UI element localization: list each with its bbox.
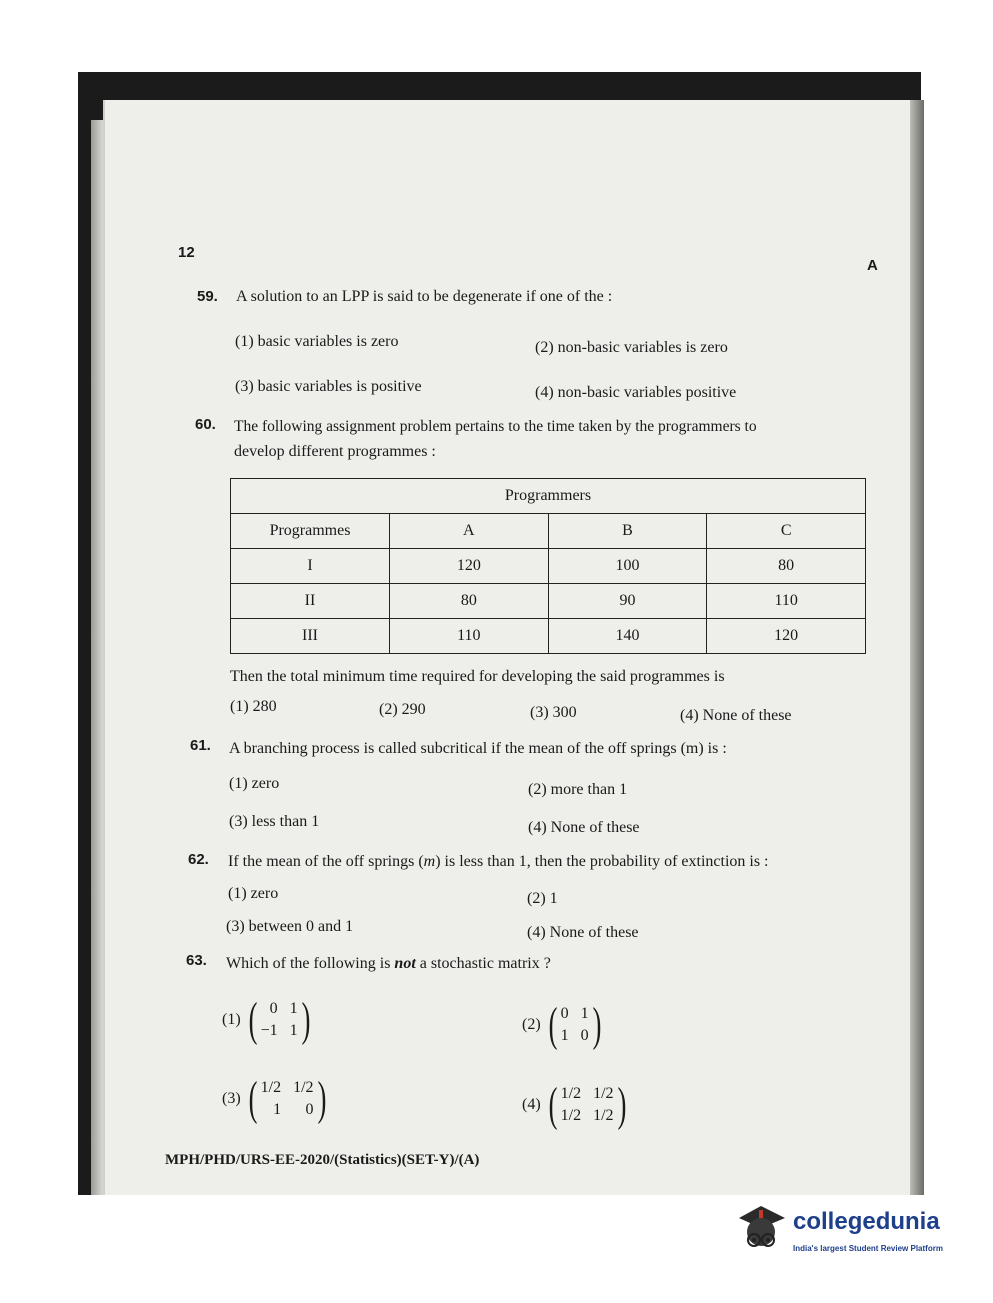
table-cell: 100: [548, 549, 707, 584]
q59-option-1: (1) basic variables is zero: [235, 333, 399, 350]
q61-number: 61.: [190, 737, 211, 754]
q62-option-3: (3) between 0 and 1: [226, 918, 354, 935]
table-cell: 110: [707, 584, 866, 619]
q60-text-line2: develop different programmes :: [234, 443, 436, 460]
table-caption-row: [231, 479, 866, 514]
q63-option-4-matrix: (4) ( 1/2 1/2 1/2 1/2 ): [522, 1078, 626, 1131]
table-cell: 120: [390, 549, 549, 584]
q60-text-line1: The following assignment problem pertains to the time taken by the programmers to: [234, 418, 757, 435]
table-column-header: A: [390, 514, 549, 549]
matrix-cell: 1: [580, 1005, 589, 1022]
matrix-cell: 1: [289, 1022, 298, 1039]
table-cell: 110: [390, 619, 549, 654]
q63-text-after: a stochastic matrix ?: [415, 955, 551, 972]
matrix-cell: 0: [560, 1005, 569, 1022]
q60-option-3: (3) 300: [530, 704, 577, 721]
matrix-cell: −1: [260, 1022, 278, 1039]
q62-option-2: (2) 1: [527, 890, 558, 907]
q59-text: A solution to an LPP is said to be degenerate if one of the :: [236, 288, 613, 305]
page-number: 12: [178, 244, 195, 261]
matrix-cell: 1: [273, 1101, 282, 1118]
q61-option-2: (2) more than 1: [528, 781, 628, 798]
logo-brand-name: collegedunia: [793, 1208, 940, 1235]
q60-option-2: (2) 290: [379, 701, 426, 718]
table-cell: 80: [707, 549, 866, 584]
q60-after-text: Then the total minimum time required for developing the said programmes is: [230, 668, 725, 685]
q63-option-label: (1): [222, 1011, 241, 1028]
q60-number: 60.: [195, 416, 216, 433]
table-row-label: III: [231, 619, 390, 654]
table-column-header: B: [548, 514, 707, 549]
q63-option-label: (4): [522, 1096, 541, 1113]
q63-text: [226, 955, 551, 973]
table-cell: 80: [390, 584, 549, 619]
table-row: [231, 584, 866, 619]
q63-text-before: Which of the following is: [226, 955, 395, 972]
matrix-cell: 0: [305, 1101, 314, 1118]
table-caption: Programmers: [231, 479, 866, 514]
q62-text-variable: m: [423, 853, 436, 870]
q63-text-emphasis: not: [394, 955, 416, 972]
assignment-table: [230, 478, 866, 654]
q62-option-4: (4) None of these: [527, 924, 639, 941]
q61-option-3: (3) less than 1: [229, 813, 320, 830]
table-row: [231, 549, 866, 584]
matrix-cell: 1/2: [293, 1079, 314, 1096]
q59-option-4: (4) non-basic variables positive: [535, 384, 737, 401]
q59-option-3: (3) basic variables is positive: [235, 378, 422, 395]
matrix-cell: 1: [560, 1027, 569, 1044]
table-column-header: C: [707, 514, 866, 549]
q61-option-4: (4) None of these: [528, 819, 640, 836]
q63-option-label: (2): [522, 1016, 541, 1033]
q63-option-1-matrix: (1) ( 0 1 −1 1 ): [222, 993, 311, 1046]
matrix-cell: 0: [580, 1027, 589, 1044]
matrix-cell: 1/2: [593, 1085, 614, 1102]
table-row-label: I: [231, 549, 390, 584]
footer-exam-code: MPH/PHD/URS-EE-2020/(Statistics)(SET-Y)/(A): [165, 1152, 480, 1168]
matrix-cell: 1/2: [593, 1107, 614, 1124]
q62-text-after: ) is less than 1, then the probability of extinction is :: [435, 853, 769, 870]
q63-number: 63.: [186, 952, 207, 969]
q63-option-label: (3): [222, 1090, 241, 1107]
table-row-label: II: [231, 584, 390, 619]
q63-option-3-matrix: (3) ( 1/2 1/2 1 0 ): [222, 1072, 326, 1125]
q61-option-1: (1) zero: [229, 775, 280, 792]
q59-option-2: (2) non-basic variables is zero: [535, 339, 728, 356]
table-cell: 90: [548, 584, 707, 619]
graduate-mascot-icon: [735, 1200, 791, 1260]
table-cell: 140: [548, 619, 707, 654]
set-letter: A: [867, 257, 878, 274]
q62-option-1: (1) zero: [228, 885, 279, 902]
table-cell: 120: [707, 619, 866, 654]
q59-number: 59.: [197, 288, 218, 305]
q62-number: 62.: [188, 851, 209, 868]
matrix-cell: 1/2: [560, 1085, 582, 1102]
table-row: [231, 619, 866, 654]
matrix-cell: 0: [269, 1000, 278, 1017]
table-corner-header: Programmes: [231, 514, 390, 549]
q60-option-1: (1) 280: [230, 698, 277, 715]
matrix-cell: 1/2: [260, 1079, 282, 1096]
table-header-row: [231, 514, 866, 549]
q61-text: A branching process is called subcritical if the mean of the off springs (m) is :: [229, 740, 727, 757]
matrix-cell: 1/2: [560, 1107, 582, 1124]
matrix-cell: 1: [289, 1000, 298, 1017]
collegedunia-logo: [735, 1200, 965, 1270]
q60-option-4: (4) None of these: [680, 707, 792, 724]
q63-option-2-matrix: (2) ( 0 1 1 0 ): [522, 998, 602, 1051]
q62-text-before: If the mean of the off springs (: [228, 853, 424, 870]
q62-text: [228, 853, 769, 871]
logo-tagline: India's largest Student Review Platform: [793, 1244, 943, 1253]
